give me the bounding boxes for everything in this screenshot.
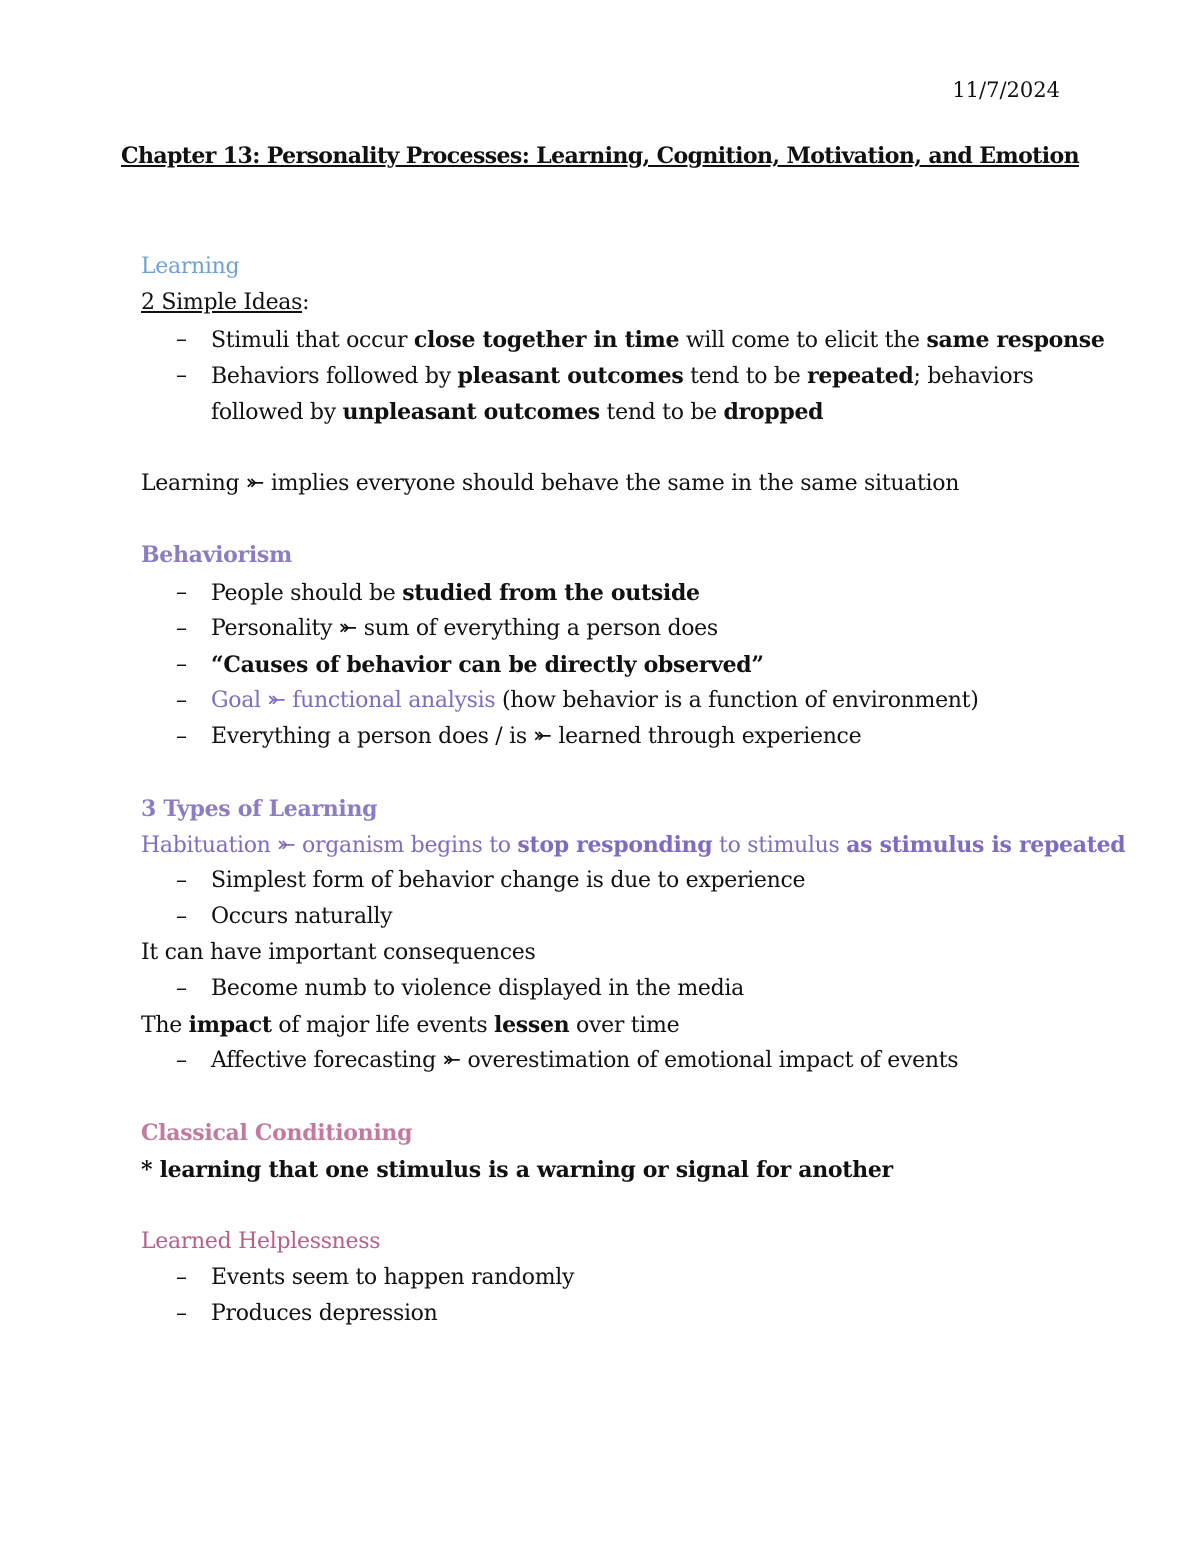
text-run: Stimuli that occur (211, 328, 414, 353)
bold-run: impact (188, 1012, 272, 1038)
list-item-text (211, 688, 979, 713)
dash-bullet: – (176, 976, 187, 1001)
heading-learned-helplessness: Learned Helplessness (141, 1229, 381, 1254)
bold-run: repeated (807, 363, 914, 389)
list-item-text: Occurs naturally (211, 904, 393, 929)
text-run: ; behaviors (913, 364, 1034, 389)
classical-definition: * learning that one stimulus is a warning or signal for another (141, 1157, 893, 1183)
list-item-text: Become numb to violence displayed in the media (211, 976, 744, 1001)
list-item-text: Affective forecasting ⤜ overestimation of emotional impact of events (211, 1048, 959, 1073)
text-run: Habituation ⤜ organism begins to (141, 833, 518, 858)
text-run: to stimulus (712, 833, 847, 858)
list-item-text: Produces depression (211, 1301, 438, 1326)
dash-bullet: – (176, 868, 187, 893)
document-date: 11/7/2024 (952, 78, 1060, 102)
heading-classical-conditioning: Classical Conditioning (141, 1120, 413, 1146)
dash-bullet: – (176, 1301, 187, 1326)
simple-ideas-text: 2 Simple Ideas (141, 290, 303, 315)
bold-run: same response (926, 327, 1105, 353)
text-run: People should be (211, 581, 403, 606)
simple-ideas-colon: : (302, 290, 310, 315)
text-run: The (141, 1013, 189, 1038)
text-run: (how behavior is a function of environment) (495, 688, 979, 713)
dash-bullet: – (176, 327, 187, 352)
text-run: of major life events (271, 1013, 495, 1038)
list-item-text: “Causes of behavior can be directly observed” (211, 652, 764, 678)
heading-behaviorism: Behaviorism (141, 542, 292, 568)
bold-run: close together in time (413, 327, 680, 353)
dash-bullet: – (176, 363, 187, 388)
dash-bullet: – (176, 1048, 187, 1073)
dash-bullet: – (176, 652, 187, 677)
list-item-text: Everything a person does / is ⤜ learned through experience (211, 724, 862, 749)
bold-run: stop responding (517, 832, 713, 858)
list-item-text: Events seem to happen randomly (211, 1265, 575, 1290)
impact-line (141, 1012, 679, 1038)
dash-bullet: – (176, 724, 187, 749)
bold-run: pleasant outcomes (457, 363, 684, 389)
dash-bullet: – (176, 688, 187, 713)
list-item-text (211, 580, 700, 606)
heading-types-of-learning: 3 Types of Learning (141, 796, 378, 822)
bold-run: as stimulus is repeated (846, 832, 1126, 858)
text-run: Behaviors followed by (211, 364, 458, 389)
list-item-text (211, 363, 1034, 389)
dash-bullet: – (176, 904, 187, 929)
heading-learning: Learning (141, 254, 240, 279)
dash-bullet: – (176, 616, 187, 641)
text-run: over time (569, 1013, 680, 1038)
text-run: tend to be (599, 400, 724, 425)
bold-run: unpleasant outcomes (342, 399, 600, 425)
list-item-text: Personality ⤜ sum of everything a person does (211, 616, 718, 641)
bold-run: dropped (723, 399, 824, 425)
learning-implies: Learning ⤜ implies everyone should behave the same in the same situation (141, 471, 960, 496)
page-title: Chapter 13: Personality Processes: Learning, Cognition, Motivation, and Emotion (121, 143, 1079, 169)
consequences-line: It can have important consequences (141, 940, 536, 965)
bold-run: lessen (494, 1012, 570, 1038)
dash-bullet: – (176, 1265, 187, 1290)
text-run: will come to elicit the (679, 328, 927, 353)
text-run: tend to be (683, 364, 808, 389)
purple-run: Goal ⤜ functional analysis (211, 688, 496, 713)
dash-bullet: – (176, 580, 187, 605)
habituation-definition (141, 832, 1125, 858)
simple-ideas-label (141, 290, 309, 315)
list-item-text (211, 399, 823, 425)
bold-run: studied from the outside (402, 580, 700, 606)
text-run: followed by (211, 400, 343, 425)
list-item-text: Simplest form of behavior change is due to experience (211, 868, 806, 893)
list-item-text (211, 327, 1105, 353)
